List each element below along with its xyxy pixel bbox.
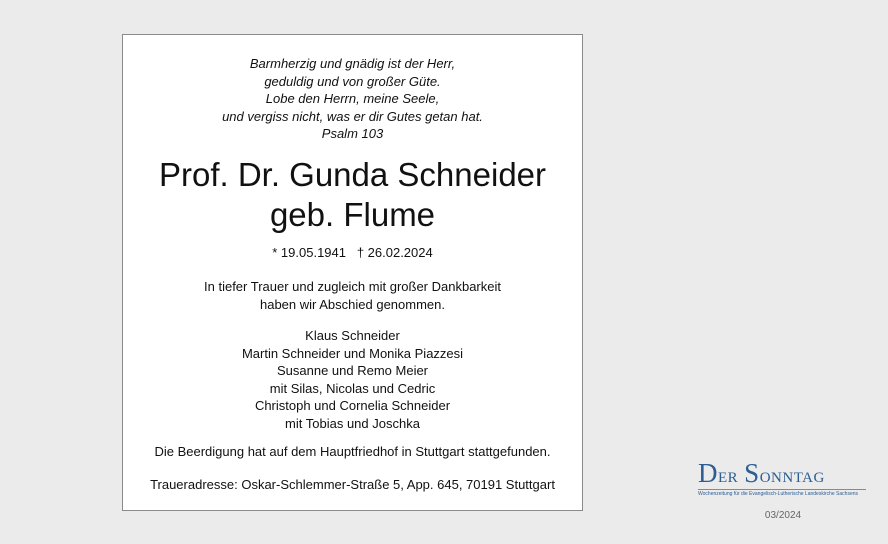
deceased-name-line: Prof. Dr. Gunda Schneider: [158, 156, 547, 193]
logo-tagline: Wochenzeitung für die Evangelisch-Lutherische Landeskirche Sachsens: [698, 491, 859, 497]
verse-line: geduldig und von großer Güte.: [264, 73, 441, 89]
logo-rule: [698, 489, 866, 490]
life-dates: * 19.05.1941 † 26.02.2024: [272, 245, 433, 260]
der-sonntag-logo: [698, 460, 868, 498]
bible-verse: [123, 55, 582, 143]
logo-initial: S: [744, 458, 760, 488]
mourner-line: Susanne und Remo Meier: [276, 363, 429, 378]
mourner-line: Martin Schneider und Monika Piazzesi: [241, 345, 464, 361]
mourning-text: [123, 278, 582, 314]
mourner-line: Klaus Schneider: [305, 328, 400, 343]
logo-word-part: er: [718, 462, 745, 487]
mourner-line: mit Silas, Nicolas und Cedric: [269, 380, 436, 396]
issue-number: 03/2024: [764, 510, 802, 521]
logo-wordmark: [698, 460, 868, 488]
deceased-name: [123, 155, 582, 235]
funeral-info: Die Beerdigung hat auf dem Hauptfriedhof in Stuttgart stattgefunden.: [154, 444, 551, 459]
mourner-line: mit Tobias und Joschka: [285, 415, 420, 431]
logo-word-part: onntag: [759, 462, 825, 487]
maiden-name-line: geb. Flume: [269, 196, 436, 233]
mourner-line: Christoph und Cornelia Schneider: [254, 398, 451, 413]
verse-line: und vergiss nicht, was er dir Gutes getan hat.: [222, 108, 483, 124]
mourning-line: In tiefer Trauer und zugleich mit großer Dankbarkeit: [204, 279, 501, 294]
mourners-list: [123, 327, 582, 432]
mourning-address: Traueradresse: Oskar-Schlemmer-Straße 5, App. 645, 70191 Stuttgart: [150, 477, 555, 492]
verse-reference: Psalm 103: [321, 126, 384, 141]
verse-line: Barmherzig und gnädig ist der Herr,: [249, 56, 456, 71]
obituary-notice: [122, 34, 583, 511]
verse-line: Lobe den Herrn, meine Seele,: [265, 91, 440, 106]
mourning-line: haben wir Abschied genommen.: [259, 297, 445, 312]
logo-initial: D: [698, 458, 718, 488]
